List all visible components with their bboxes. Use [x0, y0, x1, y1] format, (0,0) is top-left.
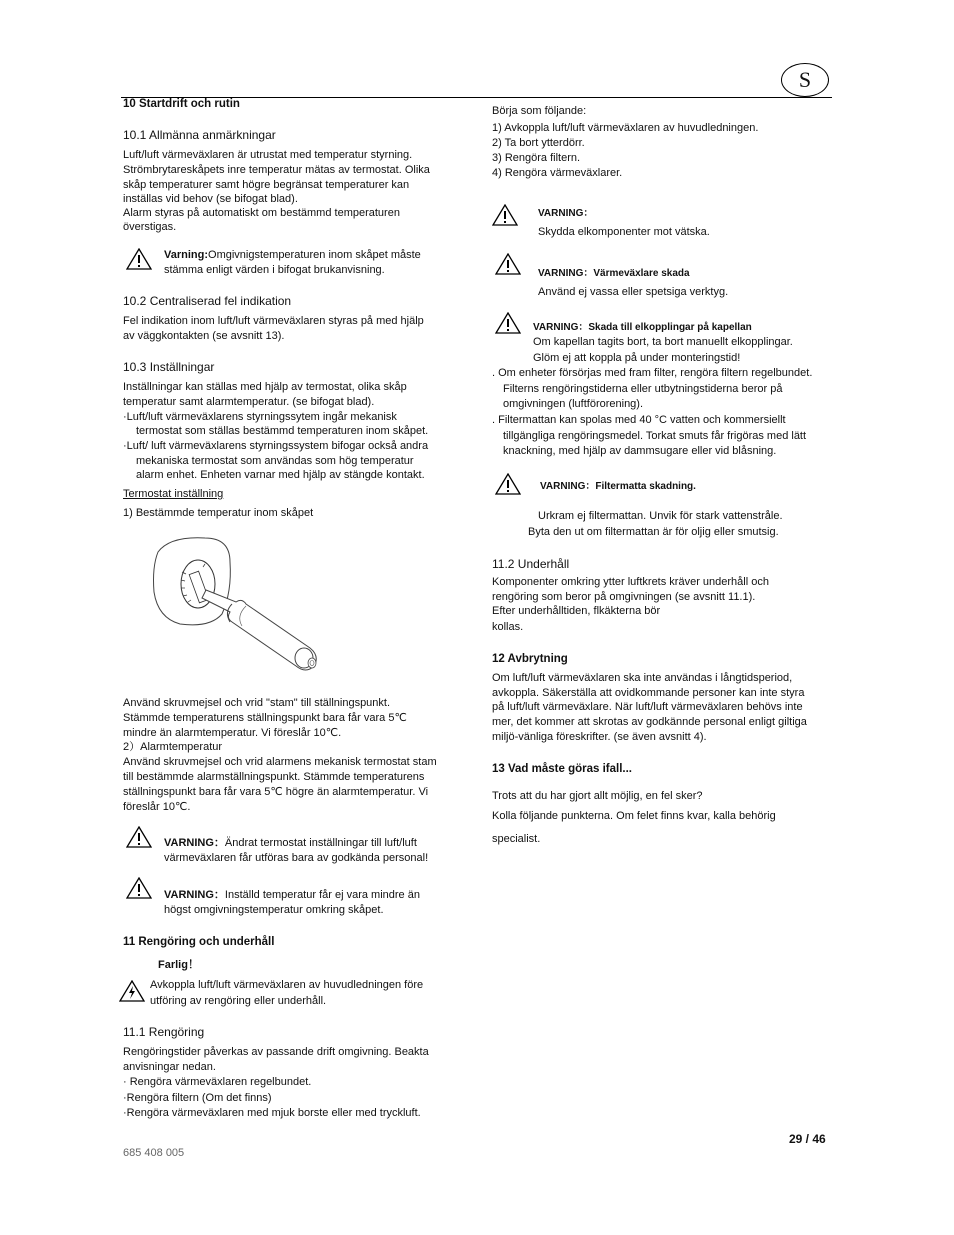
text-line: överstigas. — [123, 221, 177, 233]
text-line: Glöm ej att koppla på under monteringstid! — [533, 352, 741, 364]
text-line: Byta den ut om filtermattan är för oljig eller smutsig. — [528, 526, 779, 538]
text-line: 2）Alarmtemperatur — [123, 741, 223, 753]
text-line: Urkram ej filtermattan. Unvik för stark vattenstråle. — [538, 510, 783, 522]
warning-triangle-icon — [126, 826, 152, 848]
text-line: ·Rengöra filtern (Om det finns) — [123, 1092, 272, 1104]
warning-3-line1 — [164, 888, 420, 903]
section-13-title: 13 Vad måste göras ifall... — [492, 763, 632, 775]
language-logo-s: S — [781, 63, 829, 97]
text-line: Efter underhålltiden, flkäkterna bör — [492, 605, 661, 617]
text-line: mindre än alarmtemperatur. Vi föreslår 10℃. — [123, 727, 342, 739]
text-line: Filterns rengöringstiderna eller utbytningstiderna beror på — [503, 383, 783, 395]
danger-label: Farlig！ — [158, 959, 199, 971]
text-line: . Filtermattan kan spolas med 40 °C vatten och kommersiellt — [492, 414, 786, 426]
section-10-title: 10 Startdrift och rutin — [123, 98, 240, 110]
warning-text: Inställd temperatur får ej vara mindre än — [224, 889, 420, 901]
text-line: ställningspunkt bara får vara 5℃ högre än alarmtemperatur. Vi — [123, 786, 429, 798]
text-line: Använd skruvmejsel och vrid "stam" till ställningspunkt. — [123, 697, 391, 709]
section-11-1-title: 11.1 Rengöring — [123, 1025, 205, 1039]
text-line: temperatur samt alarmtemperatur. (se bifogat blad). — [123, 396, 375, 408]
warning-1-line2: stämma enligt värden i bifogat brukanvisning. — [164, 264, 385, 276]
section-10-1-title: 10.1 Allmänna anmärkningar — [123, 128, 276, 142]
right-warning-4-label: VARNING：Filtermatta skadning. — [540, 481, 696, 492]
section-12-title: 12 Avbrytning — [492, 653, 568, 665]
warning-2-line2: värmeväxlaren får utföras bara av godkända personal! — [164, 852, 429, 864]
warning-triangle-icon — [495, 312, 521, 334]
text-line: Fel indikation inom luft/luft värmeväxlaren styras på med hjälp — [123, 315, 424, 327]
text-line: anvisningar nedan. — [123, 1061, 216, 1073]
text-line: Om kapellan tagits bort, ta bort manuellt elkopplingar. — [533, 336, 793, 348]
section-11-2-title: 11.2 Underhåll — [492, 557, 570, 571]
text-line: Kolla följande punkterna. Om felet finns kvar, kalla behörig — [492, 810, 776, 822]
section-10-3-title: 10.3 Inställningar — [123, 360, 215, 374]
warning-triangle-icon — [126, 248, 152, 270]
text-line: mekaniska termostat som användas som hög temperatur — [136, 455, 414, 467]
step-item: 4) Rengöra värmeväxlarer. — [492, 167, 623, 179]
text-line: Använd skruvmejsel och vrid alarmens mekanisk termostat stam — [123, 756, 437, 768]
text-line: omgivningen (luftförorening). — [503, 398, 644, 410]
text-line: på luft/luft värmeväxlare. När luft/luft värmeväxlaren behövs inte — [492, 701, 803, 713]
termostat-step-1: 1) Bestämmde temperatur inom skåpet — [123, 507, 314, 519]
text-line: ·Luft/ luft värmeväxlarens styrningssystem bifogar också andra — [123, 440, 429, 452]
text-line: Inställningar kan ställas med hjälp av termostat, olika skåp — [123, 381, 407, 393]
text-line: till bestämmde alarmställningspunkt. Stämmde temperaturens — [123, 771, 425, 783]
text-line: termostat som ställas bestämmd temperaturen inom skåpet. — [136, 425, 429, 437]
text-line: specialist. — [492, 833, 541, 845]
step-item: 1) Avkoppla luft/luft värmeväxlaren av huvudledningen. — [492, 122, 759, 134]
text-line: . Om enheter försörjas med fram filter, rengöra filtern regelbundet. — [492, 367, 813, 379]
text-line: av väggkontakten (se avsnitt 13). — [123, 330, 285, 342]
warning-triangle-icon — [495, 253, 521, 275]
text-line: Alarm styras på automatiskt om bestämmd temperaturen — [123, 207, 400, 219]
right-warning-3-label: VARNING：Skada till elkopplingar på kapellan — [533, 322, 752, 333]
text-line: tillgängliga rengöringsmedel. Torkat smuts får frigöras med lätt — [503, 430, 807, 442]
step-item: 3) Rengöra filtern. — [492, 152, 581, 164]
warning-triangle-icon — [492, 204, 518, 226]
document-number: 685 408 005 — [123, 1147, 185, 1159]
text-line: rengöring som beror på omgivningen (se avsnitt 11.1). — [492, 591, 756, 603]
right-warning-2-text: Använd ej vassa eller spetsiga verktyg. — [538, 286, 729, 298]
termostat-heading: Termostat inställning — [123, 488, 224, 500]
warning-triangle-icon — [126, 877, 152, 899]
right-warning-2-label: VARNING：Värmeväxlare skada — [538, 268, 690, 279]
page-number: 29 / 46 — [789, 1132, 826, 1146]
text-line: Stämmde temperaturens ställningspunkt bara får vara 5℃ — [123, 712, 407, 724]
text-line: ·Luft/luft värmeväxlarens styrningssytem ingår mekanisk — [123, 411, 397, 423]
text-line: ·Rengöra värmeväxlaren med mjuk borste eller med tryckluft. — [123, 1107, 421, 1119]
warning-triangle-icon — [495, 473, 521, 495]
text-line: Strömbrytareskåpets inre temperatur mätas av termostat. Olika — [123, 164, 430, 176]
text-line: Komponenter omkring ytter luftkrets kräver underhåll och — [492, 576, 769, 588]
warning-1-line1 — [164, 248, 421, 263]
text-line: alarm enhet. Enheten varnar med hjälp av stängde kontakt. — [136, 469, 425, 481]
warning-2-line1 — [164, 836, 417, 851]
thermostat-screwdriver-illustration — [150, 532, 340, 682]
warning-text: Omgivnigstemperaturen inom skåpet måste — [208, 249, 421, 261]
electrical-hazard-icon — [119, 980, 145, 1002]
text-line: Om luft/luft värmeväxlaren ska inte användas i långtidsperiod, — [492, 672, 793, 684]
start-intro: Börja som följande: — [492, 105, 587, 117]
warning-label: VARNING： — [164, 889, 225, 901]
text-line: Luft/luft värmeväxlaren är utrustat med temperatur styrning. — [123, 149, 413, 161]
right-warning-1-text: Skydda elkomponenter mot vätska. — [538, 226, 710, 238]
warning-label: Varning: — [164, 249, 209, 261]
text-line: Trots att du har gjort allt möjlig, en fel sker? — [492, 790, 703, 802]
section-11-title: 11 Rengöring och underhåll — [123, 936, 275, 948]
danger-line2: utföring av rengöring eller underhåll. — [150, 995, 327, 1007]
danger-line1: Avkoppla luft/luft värmeväxlaren av huvudledningen före — [150, 979, 424, 991]
text-line: knackning, med hjälp av dammsugare eller vid blåsning. — [503, 445, 777, 457]
right-warning-1-label: VARNING： — [538, 208, 594, 219]
warning-label: VARNING： — [164, 837, 225, 849]
text-line: inställas vid behov (se bifogat blad). — [123, 193, 298, 205]
text-line: · Rengöra värmeväxlaren regelbundet. — [123, 1076, 312, 1088]
text-line: föreslår 10℃. — [123, 801, 191, 813]
text-line: avkoppla. Säkerställa att ovidkommande personer kan inte styra — [492, 687, 805, 699]
text-line: skåp temperaturer samt högre begränsat temperaturer kan — [123, 179, 410, 191]
section-10-2-title: 10.2 Centraliserad fel indikation — [123, 294, 292, 308]
warning-text: Ändrat termostat inställningar till luft/luft — [224, 837, 417, 849]
text-line: kollas. — [492, 621, 524, 633]
text-line: Rengöringstider påverkas av passande drift omgivning. Beakta — [123, 1046, 429, 1058]
text-line: miljö-vänliga föreskrifter. (se även avsnitt 4). — [492, 731, 707, 743]
step-item: 2) Ta bort ytterdörr. — [492, 137, 585, 149]
text-line: mer, det kommer att skrotas av godkännde personal enligt giltiga — [492, 716, 807, 728]
warning-3-line2: högst omgivningstemperatur omkring skåpet. — [164, 904, 384, 916]
